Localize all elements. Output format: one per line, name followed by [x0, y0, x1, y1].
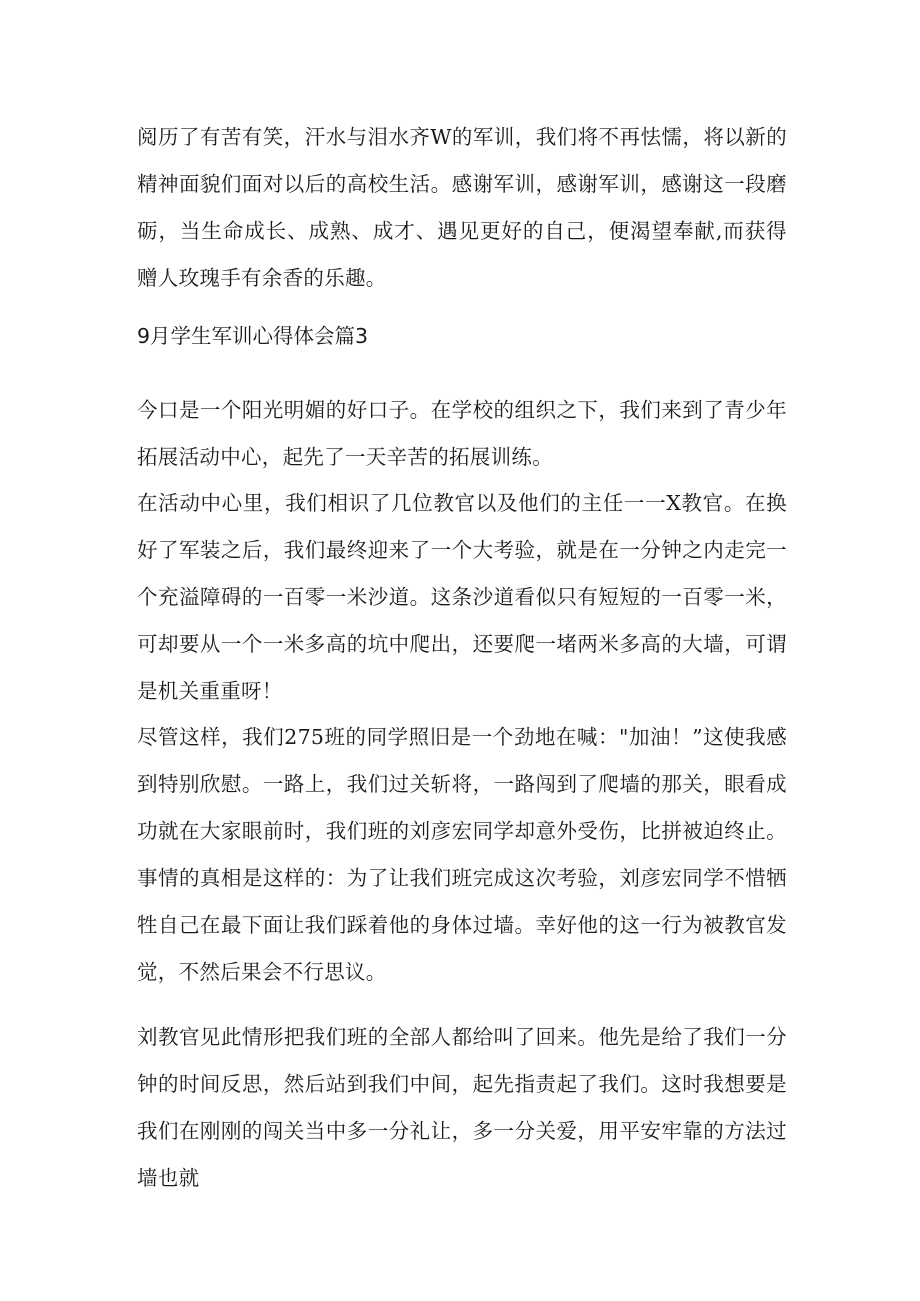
section-heading: 9月学生军训心得体会篇3	[137, 324, 369, 348]
paragraph-instructor: 刘教官见此情形把我们班的全部人都给叫了回来。他先是给了我们一分钟的时间反思，然后站到我们中间，起先指责起了我们。这时我想要是我们在刚刚的闯关当中多一分礼让，多一分关爱，用平安牢靠的方法过墙也就	[137, 1025, 787, 1190]
paragraph-closing: 阅历了有苦有笑，汗水与泪水齐W的军训，我们将不再怯懦，将以新的精神面貌们面对以后的高校生活。感谢军训，感谢军训，感谢这一段磨砺，当生命成长、成熟、成才、遇见更好的自己，便渴望奉献,而获得赠人玫瑰手有余香的乐趣。	[137, 125, 787, 290]
paragraph-class-275: 尽管这样，我们275班的同学照旧是一个劲地在喊："加油！”这使我感到特别欣慰。一路上，我们过关斩将，一路闯到了爬墙的那关，眼看成功就在大家眼前时，我们班的刘彦宏同学却意外受伤，比拼被迫终止。事情的真相是这样的：为了让我们班完成这次考验，刘彦宏同学不惜牺牲自己在最下面让我们踩着他的身体过墙。幸好他的这一行为被教官发觉，不然后果会不行思议。	[137, 725, 787, 984]
paragraph-intro: 今口是一个阳光明媚的好口子。在学校的组织之下，我们来到了青少年拓展活动中心，起先了一天辛苦的拓展训练。	[137, 398, 787, 469]
paragraph-activity-center: 在活动中心里，我们相识了几位教官以及他们的主任一一X教官。在换好了军装之后，我们最终迎来了一个大考验，就是在一分钟之内走完一个充溢障碍的一百零一米沙道。这条沙道看似只有短短的一百零一米，可却要从一个一米多高的坑中爬出，还要爬一堵两米多高的大墙，可谓是机关重重呀！	[137, 491, 787, 703]
